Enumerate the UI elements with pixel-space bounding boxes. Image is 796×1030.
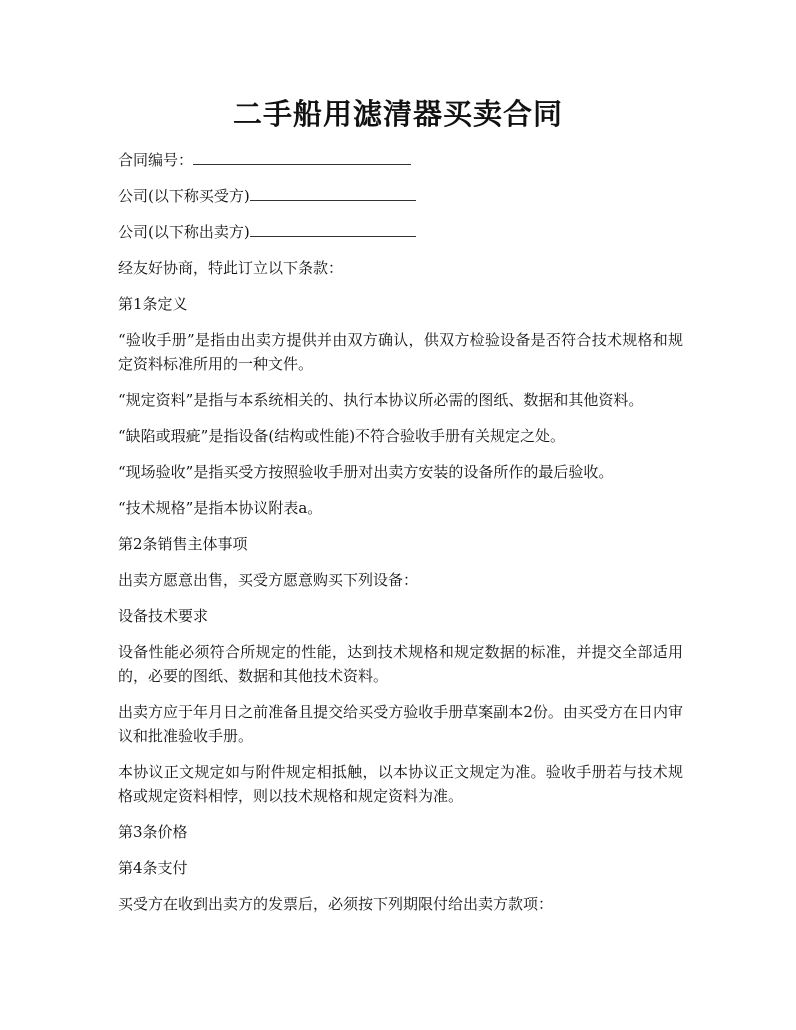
definition-technical-spec: “技术规格”是指本协议附表a。 <box>118 499 323 517</box>
contract-number-line <box>118 148 683 172</box>
buyer-line <box>118 184 683 208</box>
buyer-label: 公司(以下称买受方) <box>118 187 250 205</box>
seller-label: 公司(以下称出卖方) <box>118 223 250 241</box>
article-1-heading: 第1条定义 <box>118 295 188 313</box>
seller-line <box>118 220 683 244</box>
contract-number-blank <box>193 148 411 165</box>
performance-paragraph: 设备性能必须符合所规定的性能，达到技术规格和规定数据的标准，并提交全部适用的，必要的图纸、数据和其他技术资料。 <box>118 643 683 685</box>
intro-paragraph: 经友好协商，特此订立以下条款： <box>118 259 344 277</box>
payment-paragraph: 买受方在收到出卖方的发票后，必须按下列期限付给出卖方款项： <box>118 895 554 913</box>
definition-site-acceptance: “现场验收”是指买受方按照验收手册对出卖方安装的设备所作的最后验收。 <box>118 463 614 481</box>
precedence-paragraph: 本协议正文规定如与附件规定相抵触，以本协议正文规定为准。验收手册若与技术规格或规定资料相悖，则以技术规格和规定资料为准。 <box>118 763 683 805</box>
equipment-requirements-heading: 设备技术要求 <box>118 607 209 625</box>
buyer-blank <box>250 184 416 201</box>
definition-defect: “缺陷或瑕疵”是指设备(结构或性能)不符合验收手册有关规定之处。 <box>118 427 566 445</box>
document-title: 二手船用滤清器买卖合同 <box>232 97 563 131</box>
definition-acceptance-manual: “验收手册”是指由出卖方提供并由双方确认，供双方检验设备是否符合技术规格和规定资料标准所用的一种文件。 <box>118 331 683 373</box>
article-3-heading: 第3条价格 <box>118 823 188 841</box>
contract-number-label: 合同编号： <box>118 151 194 169</box>
seller-blank <box>250 220 416 237</box>
definition-specified-data: “规定资料”是指与本系统相关的、执行本协议所必需的图纸、数据和其他资料。 <box>118 391 644 409</box>
article-2-heading: 第2条销售主体事项 <box>118 535 248 553</box>
sale-statement: 出卖方愿意出售，买受方愿意购买下列设备： <box>118 571 419 589</box>
manual-draft-paragraph: 出卖方应于年月日之前准备且提交给买受方验收手册草案副本2份。由买受方在日内审议和批准验收手册。 <box>118 703 683 745</box>
document-body <box>118 148 683 928</box>
article-4-heading: 第4条支付 <box>118 859 188 877</box>
